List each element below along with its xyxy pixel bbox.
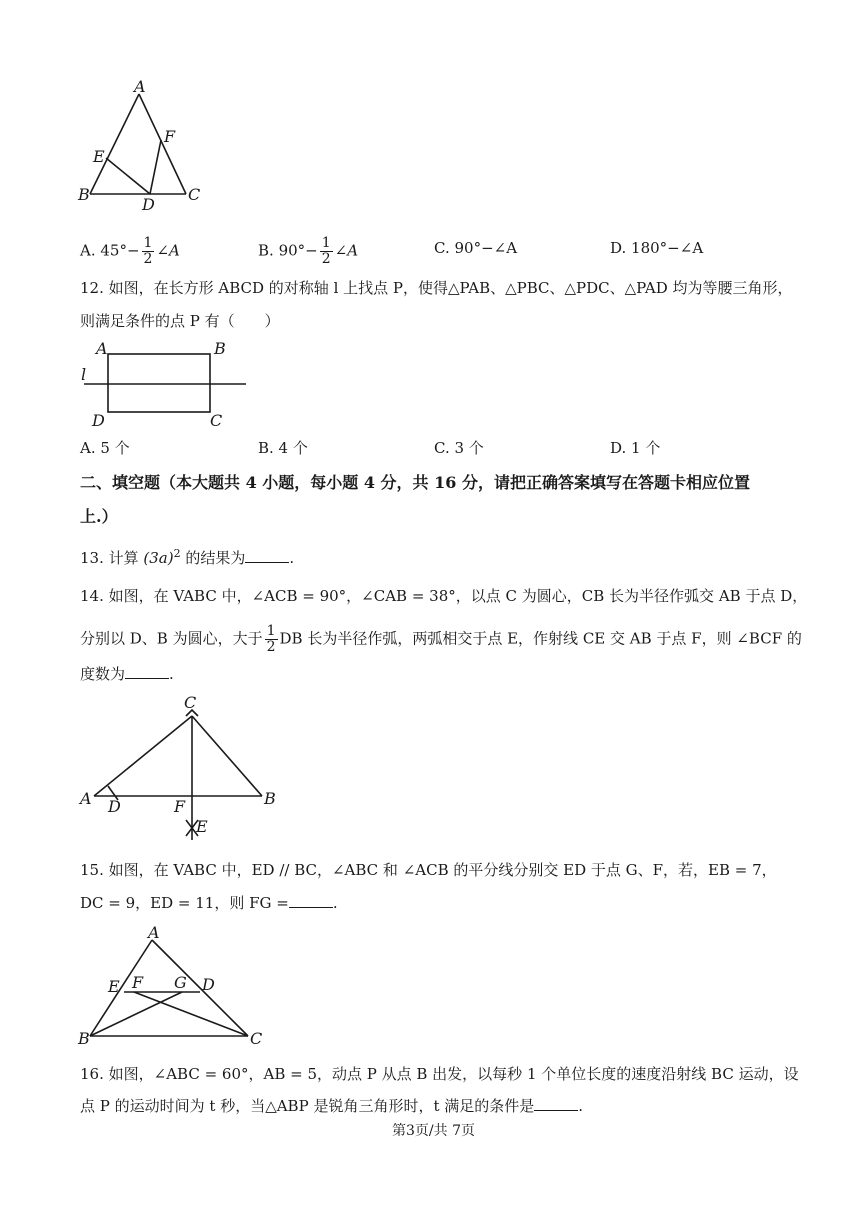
q11-label-a: A (134, 77, 146, 96)
q15-triangle-figure (72, 922, 272, 1050)
page-footer: 第3页/共 7页 (392, 1123, 475, 1139)
q12-label-a: A (96, 339, 108, 358)
q14-label-f: F (174, 797, 186, 816)
q16-line-1: 16. 如图，∠ABC = 60°，AB = 5，动点 P 从点 B 出发，以每秒 1 个单位长度的速度沿射线 BC 运动，设 (80, 1065, 799, 1083)
q15-label-c: C (250, 1029, 263, 1048)
q14-label-e: E (196, 817, 208, 836)
q11-label-c: C (188, 185, 201, 204)
q15-line-1: 15. 如图，在 VABC 中，ED // BC，∠ABC 和 ∠ACB 的平分线分别交 ED 于点 G、F，若，EB = 7， (80, 861, 777, 879)
q14-label-c: C (184, 693, 197, 712)
q12-rectangle-figure (76, 338, 256, 434)
q11-label-e: E (93, 147, 105, 166)
q14-line-1: 14. 如图，在 VABC 中，∠ACB = 90°，∠CAB = 38°，以点 C 为圆心，CB 长为半径作弧交 AB 于点 D， (80, 587, 808, 605)
q11-label-f: F (164, 127, 176, 146)
q14-label-d: D (108, 797, 121, 816)
q16-answer-blank[interactable] (534, 1096, 578, 1111)
q14-label-b: B (264, 789, 276, 808)
q14-line-2: 分别以 D、B 为圆心，大于 $\frac{1}{2}$ DB 长为半径作弧，两弧相交于点 E，作射线 CE 交 AB 于点 F，则 ∠BCF 的 (80, 623, 802, 655)
q12-option-d[interactable]: D. 1 个 (610, 439, 661, 457)
q11-option-a[interactable]: A. 45°− $\frac{1}{2}$ ∠A (80, 235, 180, 267)
q12-option-b[interactable]: B. 4 个 (258, 439, 308, 457)
q12-line-2: 则满足条件的点 P 有（ ） (80, 312, 280, 330)
q12-label-l: l (81, 365, 87, 384)
q11-option-c[interactable]: C. 90°−∠A (434, 239, 518, 257)
q16-line-2: 点 P 的运动时间为 t 秒，当△ABP 是锐角三角形时，t 满足的条件是 . (80, 1097, 584, 1115)
q15-label-f: F (132, 973, 144, 992)
q14-triangle-figure (76, 690, 296, 840)
q15-line-2: DC = 9，ED = 11，则 FG = . (80, 894, 338, 912)
q14-label-a: A (80, 789, 92, 808)
q15-label-b: B (78, 1029, 90, 1048)
section-2-heading: 二、填空题（本大题共 4 小题，每小题 4 分，共 16 分，请把正确答案填写在答题卡相应位置 上.） (80, 473, 750, 526)
q12-label-d: D (92, 411, 105, 430)
q14-line-3: 度数为 . (80, 665, 174, 683)
q11-triangle-figure (70, 72, 220, 212)
q15-label-e: E (108, 977, 120, 996)
q11-label-b: B (78, 185, 90, 204)
q14-answer-blank[interactable] (125, 664, 169, 679)
q15-label-d: D (202, 975, 215, 994)
q12-line-1: 12. 如图，在长方形 ABCD 的对称轴 l 上找点 P，使得△PAB、△PBC、△PDC、△PAD 均为等腰三角形， (80, 279, 793, 297)
q11-option-b[interactable]: B. 90°− $\frac{1}{2}$ ∠A (258, 235, 359, 267)
q11-option-d[interactable]: D. 180°−∠A (610, 239, 704, 257)
q12-label-c: C (210, 411, 223, 430)
q11-label-d: D (142, 195, 155, 212)
q13: 13. 计算 $(3a)^2$ 的结果为 . (80, 547, 295, 567)
q12-option-c[interactable]: C. 3 个 (434, 439, 484, 457)
q15-label-g: G (174, 973, 187, 992)
q15-answer-blank[interactable] (289, 893, 333, 908)
q15-label-a: A (148, 923, 160, 942)
q13-answer-blank[interactable] (245, 548, 289, 563)
q12-label-b: B (214, 339, 226, 358)
q12-option-a[interactable]: A. 5 个 (80, 439, 130, 457)
